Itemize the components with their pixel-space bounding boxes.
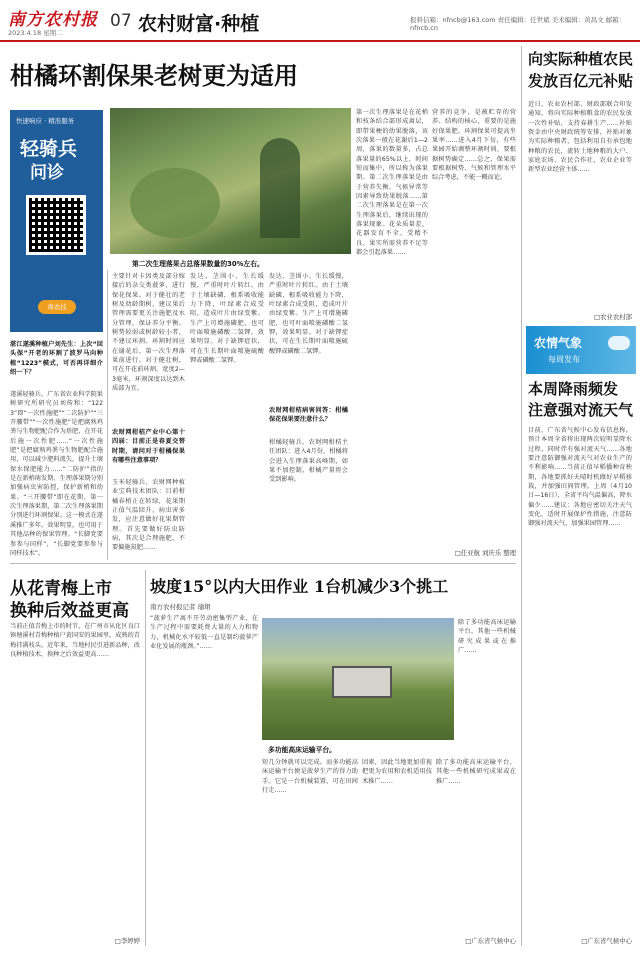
feature-column-1: “菠萝生产离不开劳动密集型产业，在生产过程中需要耗费大量的人力和物力，机械化水平较低一直是制约菠萝产业化发展的瓶颈。”…… [150,615,258,651]
qr-code[interactable] [26,195,86,255]
photo-figure-shape [260,138,300,238]
weather-banner-subtitle: 每周发布 [548,355,580,364]
feature-signature: □广东省气候中心 [465,937,516,945]
left-headline-1: 从花青梅上市 [10,579,112,599]
right-signature: □农业农村部 [594,313,632,321]
left-article-body: 当前正值青梅上市的时节，在广州市从化区良口镇塘溪村青梅种植户黄国安的果园里，成熟的青梅挂满枝头。近年来，当地村民引进新品种，改良种植技术，换种之后效益更高…… [10,623,140,659]
right-headline-2: 发放百亿元补贴 [528,72,634,90]
article-column-4: 第一次生理落果是在花梢和枝条结合部形成离层，即带果梗的幼果脱落，该次落果一般在花谢后1—2周，落果的数量多，占总落果量的65%以上，时间短而集中，所以称为落果期。第二次生理落果是由于营养失衡、气候异常等因素导致幼果脱落……第二次生理落果是在第一次生理落果后，继续出现的落果现象。花朵质量差、花器发育不全、受精不良、果实所需营养不足等都会引起落果…… [356,109,428,257]
lower-column-divider [145,570,146,946]
weather-banner-title: 农情气象 [534,336,583,350]
weather-signature: □广东省气候中心 [581,937,632,945]
orchard-photo [110,108,351,254]
cloud-icon [608,336,630,350]
section-title: 农村财富·种植 [138,13,260,35]
qa-question-2: 农财网柑桔产业中心第十四届：目前正是春夏交替时期，请问对于柑橘保果有哪些注意事项？ [112,429,185,465]
article-column-1: 遂溪轻骑兵、广东省农业科学院果树研究所研究员刘传和：“1223”即“一次性施肥”“二次防护”“三开腰带”“一次性施肥”是把腐熟鸡粪与生物肥配合作为基肥，在开花后施一次性肥……“一次性施肥”是把腐熟鸡粪与生物肥配合施用，可以减少肥料流失，提升土壤保水保肥能力……“二防护”指的是在新梢萌发期、生理落果期分别加强病虫害防控，保护新梢和幼果。“三开腰带”即在花期、第一次生理落果期、第二次生理落果期分别进行环割保果。这一模式在遂溪推广多年，效果明显，也可用于其他品种的保果管理。“长脚党要参参与同样”，“长脚党要参参与同样技术”。 [10,391,103,557]
right-article-body: 近日，农业农村部、财政部联合印发通知，将向实际种植粮食的农民发放一次性补贴，支持春耕生产……补贴资金由中央财政统筹安排，补贴对象为实际种粮者，包括利用自有承包地种粮的农民，流转土地种粮的大户、家庭农场、农民合作社、农业企业等新型农业经营主体…… [528,101,632,174]
promo-box [10,110,103,332]
promo-title2: 问诊 [30,163,64,183]
feature-column-3: 因素，因此当地更加重视把更为农用和农机适用技术推广…… [362,759,432,785]
article-column-2b: 玉米轻骑兵、农财网种植业宝典技术团队：目前柑橘春梢正在转绿，花果期正值气温回升，病虫害多发，应注意做好花果期管理。首先要做好防虫防病，其次是合理施肥，不要偏施氮肥…… [112,479,185,552]
main-headline: 柑橘环割保果老树更为适用 [10,61,298,90]
page-header [0,0,640,40]
transport-platform-photo [262,618,454,740]
right-column-divider [521,46,522,946]
header-contact-info: 报料信箱：nfncb@163.com 责任编辑：任世斌 美术编辑：黄昌文 邮箱：nfncb.cn [410,16,626,32]
weather-headline-1: 本周降雨频发 [528,380,619,398]
right-headline-1: 向实际种植农民 [528,50,634,68]
left-signature: □李婷婷 [114,937,140,945]
photo-foliage-shape [130,168,220,238]
feature-column-4-top: 除了多功能高床运输平台，其他一些机械研究成果或在推广…… [458,619,516,655]
header-rule [0,40,640,42]
main-signature: □任亚航 刘庆乐 整理 [454,549,516,557]
article-column-2a: 主要针对卡因类及部分嫁接后的杂交类菠萝，进行保花保果。对于健壮的老树及幼龄期树，建议果后管理需要更关注施肥及水分管理，保证养分平衡。树势较弱或树龄较小者，不建议环割。环割时间应在谢花后、第一次生理落果前进行。对于健壮树，可在开花前环割，宽度2—3毫米，环割深度以达到木质部为宜。 [112,273,185,393]
left-headline-2: 换种后效益更高 [10,601,129,621]
qa-question-3: 农财网柑桔病害问答：柑橘保花保果要注意什么？ [269,407,348,424]
feature-headline: 坡度15°以内大田作业 1台机减少3个挑工 [150,577,449,596]
promo-badge: 毒农技 [38,300,76,314]
article-column-3c: 发达、茎围小、生长缓慢，严重时叶片转红。由于土壤缺磷，根系吸收能力下降，叶绿素合成受阻，造成叶片由绿变紫。生产上可增施磷肥，也可叶面喷施磷酸二氢钾，效果明显。对于缺钾症状，可在生长期叶面喷施硫酸钾或磷酸二氢钾。 [269,273,348,355]
article-column-5: 营养的竞争，是被贮存的营养、结构的核心，重要的是施好保果肥。环割保果可提高坐果率……进入4月下旬，有些果园开始调整环割时间，要根据树势确定……总之，保果需要根据树势、气候和管理水平综合考虑，不能一概而论。 [432,109,516,182]
article-column-3: 发达、茎围小、生长缓慢，严重时叶片转红。由于土壤缺磷，根系吸收能力下降，叶绿素合成受阻，造成叶片由绿变紫。生产上可增施磷肥，也可叶面喷施磷酸二氢钾，效果明显。对于缺钾症状，可在生长期叶面喷施硫酸钾或磷酸二氢钾。 [190,273,264,365]
feature-column-4: 除了多功能高床运输平台，其他一些机械研究成果或在推广…… [436,759,516,785]
feature-photo-caption: 多功能高床运输平台。 [268,746,336,754]
issue-date: 2023.4.18 星期二 [8,29,63,37]
promo-title: 轻骑兵 [20,138,78,160]
main-photo-caption: 第二次生理落果占总落果数量的30%左右。 [132,260,264,268]
page-number: 07 [110,11,132,31]
platform-machine-shape [332,666,392,698]
feature-byline: 南方农村报记者 瑜珺 [150,603,211,611]
newspaper-logo: 南方农村报 [8,10,98,30]
promo-top-text: 快速响应 · 精准服务 [16,117,75,125]
article-column-3b: 柑橘轻骑兵、农财网柑桔主任团队：进入4月份，柑橘将会进入生理落果高峰期，如果不加控制，柑橘产量将会受到影响。 [269,439,348,484]
feature-column-2: 短几分钟就可以完成。而多功能高床运输平台便是菠萝生产的得力助手。它是一台机械装置，可在田间行走…… [262,759,358,795]
column-divider [107,270,108,560]
section-rule [10,563,516,564]
weather-headline-2: 注意强对流天气 [528,401,634,419]
weather-banner [526,326,636,374]
qa-question-1: 湛江遂溪种植户刘先生：上次“回头保”开老的环割了波罗马向种植“1223”模式，可否再详细介绍一下？ [10,341,103,377]
weather-article-body: 目前，广东省气候中心发布信息称，预计本周全省将出现两次较明显降水过程，同时伴有强对流天气……各地要注意防御强对流天气对农业生产的不利影响……当前正值早稻播种育秧期，各地要抓好天晴时机做好早稻移栽，并加强田间管理。上周（4月10日—16日），全省平均气温偏高，降水偏少……建议：各地应密切关注天气变化，适时开展保护性措施，注意防御强对流天气，加强果园管理…… [528,427,632,528]
